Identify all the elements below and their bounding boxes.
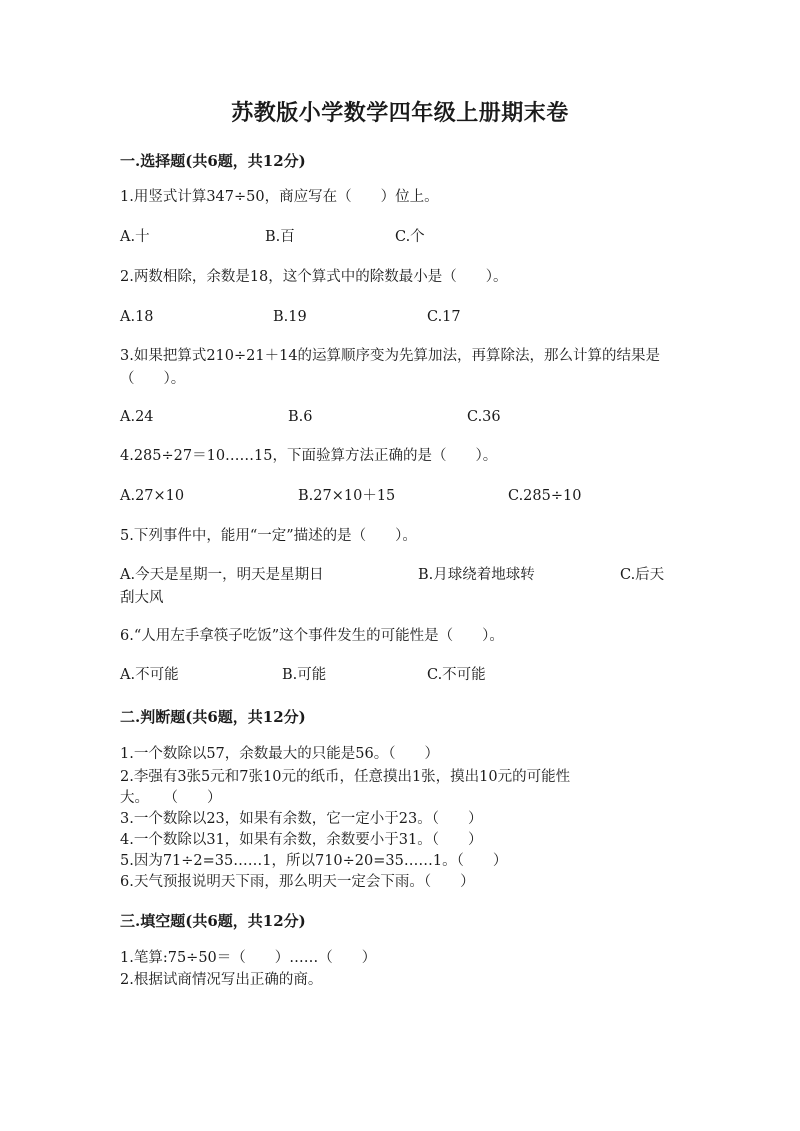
fill-question-2: 2.根据试商情况写出正确的商。 [120,972,323,988]
option-a: A.今天是星期一，明天是星期日 [120,567,324,583]
option-c: C.后天 [620,567,665,583]
choice-question-1: 1.用竖式计算347÷50，商应写在（ ）位上。 [120,189,439,205]
judge-question-2-continued: 大。 （ ） [120,790,222,806]
option-a: A.24 [120,409,154,425]
judge-question-6: 6.天气预报说明天下雨，那么明天一定会下雨。（ ） [120,874,475,890]
choice-options-4 [120,485,680,508]
option-c: C.36 [467,409,501,425]
judge-question-3: 3.一个数除以23，如果有余数，它一定小于23。（ ） [120,811,483,827]
choice-question-5: 5.下列事件中，能用“一定”描述的是（ ）。 [120,528,417,544]
option-b: B.百 [265,229,295,245]
page-title: 苏教版小学数学四年级上册期末卷 [231,100,569,126]
option-c: C.个 [395,229,425,245]
judge-question-5: 5.因为71÷2=35……1，所以710÷20=35……1。（ ） [120,853,508,869]
option-c: C.17 [427,309,461,325]
option-c: C.不可能 [427,667,486,683]
fill-question-1: 1.笔算:75÷50＝（ ）……（ ） [120,950,377,966]
choice-options-1 [120,226,680,249]
option-a: A.18 [120,309,154,325]
choice-question-3: 3.如果把算式210÷21＋14的运算顺序变为先算加法，再算除法，那么计算的结果是（ ）。 [120,348,661,387]
choice-question-6: 6.“人用左手拿筷子吃饭”这个事件发生的可能性是（ ）。 [120,628,504,644]
choice-options-5 [120,564,680,587]
option-b: B.6 [288,409,313,425]
judge-question-4: 4.一个数除以31，如果有余数，余数要小于31。（ ） [120,832,483,848]
option-a: A.不可能 [120,667,179,683]
option-b: B.可能 [282,667,327,683]
option-c-continued: 刮大风 [120,590,164,606]
choice-options-3 [120,406,680,429]
section-heading-choice: 一.选择题(共6题，共12分) [120,152,306,170]
section-heading-judge: 二.判断题(共6题，共12分) [120,708,306,726]
option-a: A.十 [120,229,150,245]
option-b: B.月球绕着地球转 [418,567,535,583]
option-c: C.285÷10 [508,488,582,504]
choice-options-6 [120,664,680,687]
option-a: A.27×10 [120,488,185,504]
choice-question-4: 4.285÷27＝10……15，下面验算方法正确的是（ ）。 [120,448,498,464]
judge-question-2: 2.李强有3张5元和7张10元的纸币，任意摸出1张，摸出10元的可能性 [120,769,571,785]
option-b: B.19 [273,309,307,325]
choice-question-2: 2.两数相除，余数是18，这个算式中的除数最小是（ ）。 [120,269,508,285]
option-b: B.27×10＋15 [298,488,396,504]
section-heading-fill: 三.填空题(共6题，共12分) [120,912,306,930]
choice-options-2 [120,306,680,329]
judge-question-1: 1.一个数除以57，余数最大的只能是56。（ ） [120,746,439,762]
